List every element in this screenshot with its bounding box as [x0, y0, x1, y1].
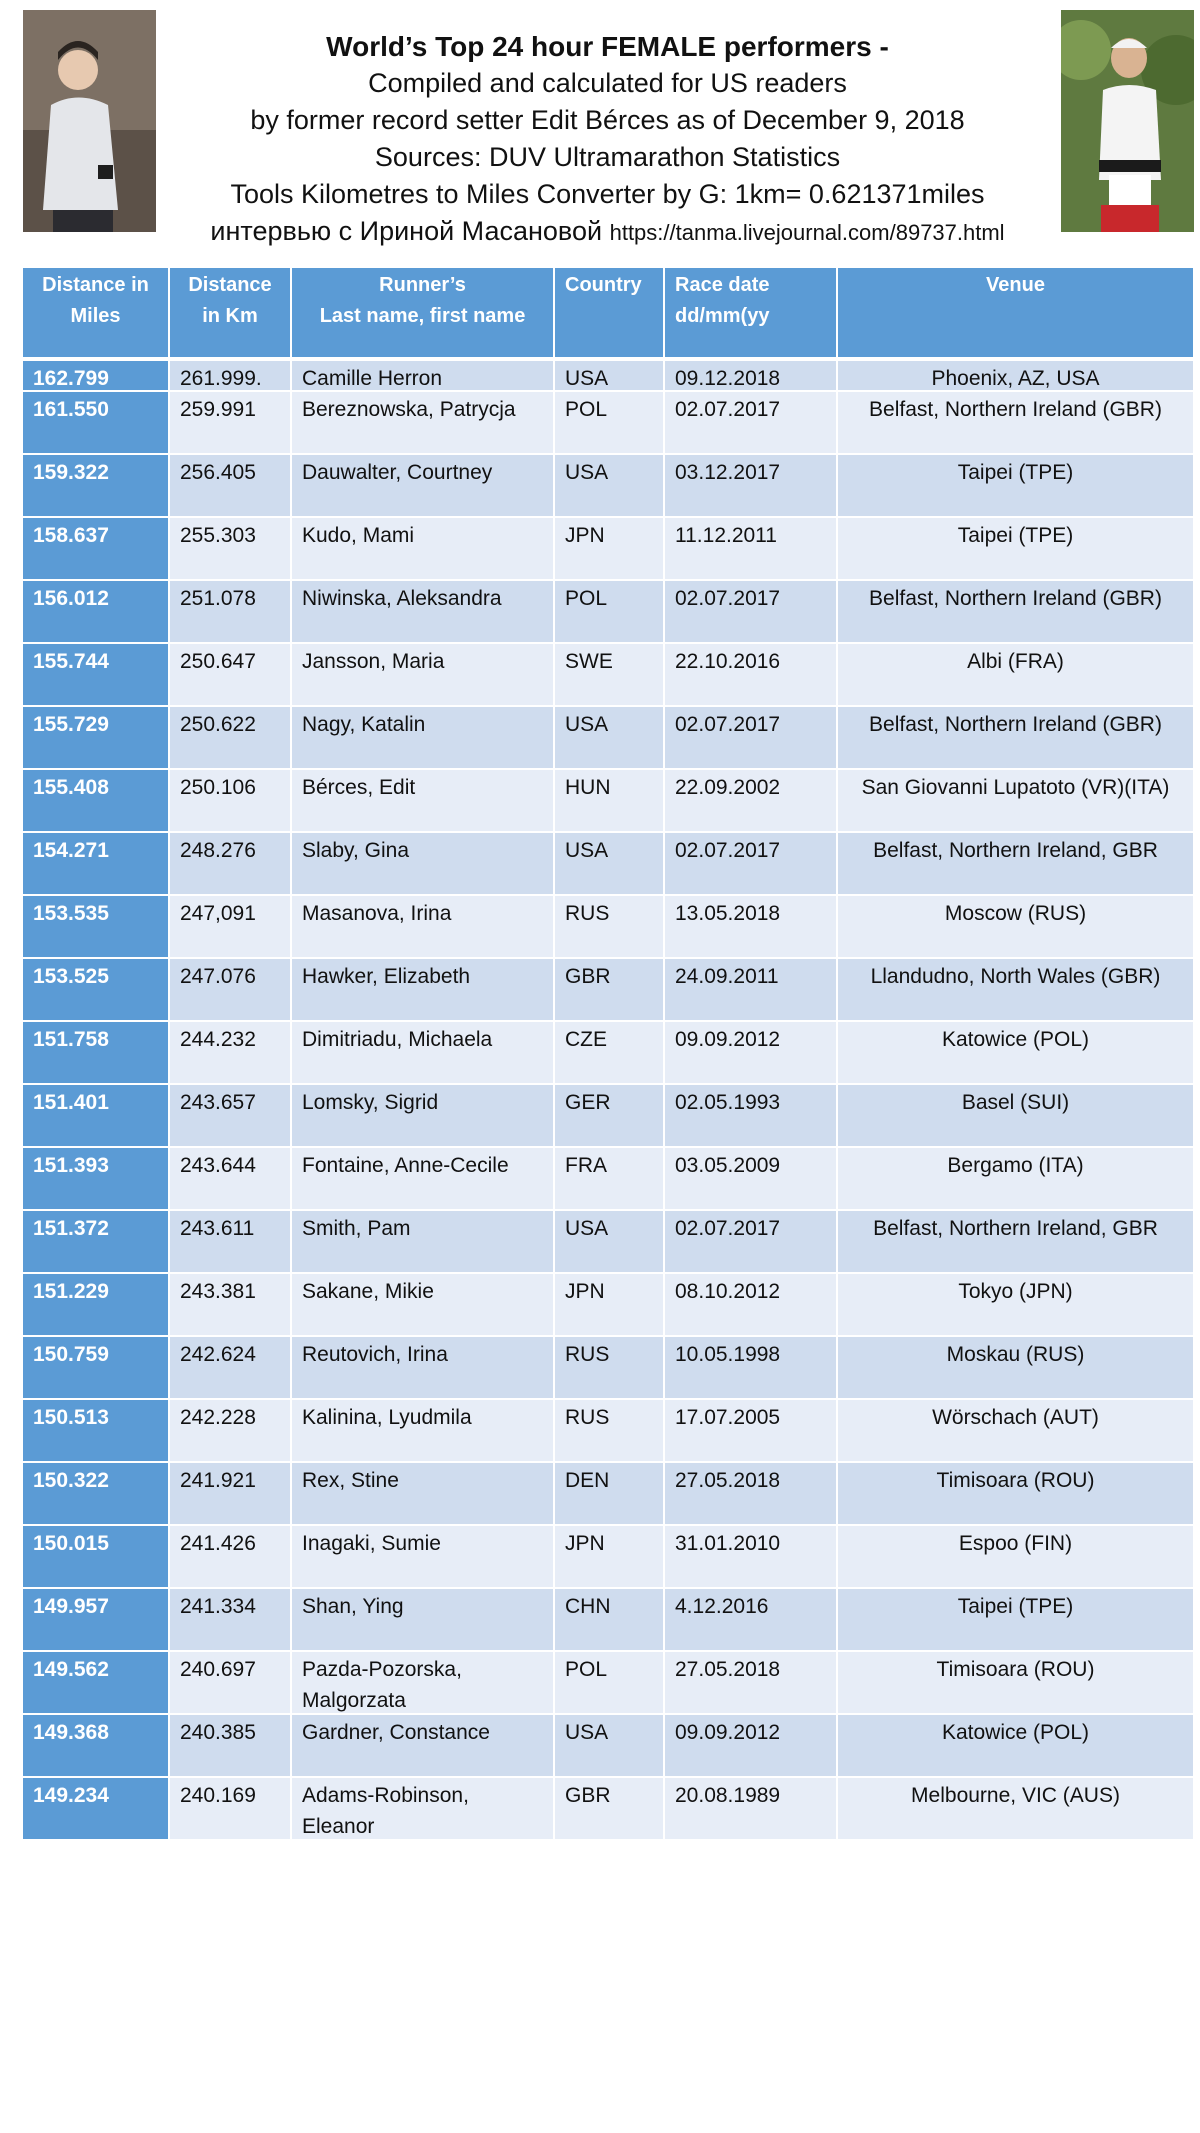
cell-country: JPN: [555, 1274, 665, 1335]
cell-km: 243.657: [170, 1085, 292, 1146]
cell-country: HUN: [555, 770, 665, 831]
cell-country: GBR: [555, 1778, 665, 1839]
cell-country: GBR: [555, 959, 665, 1020]
cell-date: 09.09.2012: [665, 1715, 838, 1776]
table-row: [23, 1400, 1193, 1463]
cell-country: USA: [555, 455, 665, 516]
cell-date: 10.05.1998: [665, 1337, 838, 1398]
header-subtitle: Compiled and calculated for US readers: [368, 68, 847, 98]
cell-country: USA: [555, 707, 665, 768]
cell-date: 22.10.2016: [665, 644, 838, 705]
cell-miles: 150.015: [23, 1526, 170, 1587]
cell-km: 240.385: [170, 1715, 292, 1776]
cell-venue: Albi (FRA): [967, 650, 1064, 673]
cell-miles: 150.513: [23, 1400, 170, 1461]
cell-date: 09.09.2012: [665, 1022, 838, 1083]
cell-miles: 154.271: [23, 833, 170, 894]
cell-date: 13.05.2018: [665, 896, 838, 957]
cell-date: 03.05.2009: [665, 1148, 838, 1209]
table-row: [23, 644, 1193, 707]
cell-km: 247,091: [170, 896, 292, 957]
cell-country: CHN: [555, 1589, 665, 1650]
performers-table: [23, 268, 1193, 1841]
cell-country: POL: [555, 581, 665, 642]
cell-venue: Espoo (FIN): [958, 1532, 1073, 1555]
cell-km: 241.426: [170, 1526, 292, 1587]
cell-name: Nagy, Katalin: [292, 707, 555, 768]
interview-text: интервью с Ириной Масановой: [210, 216, 603, 246]
cell-date: 08.10.2012: [665, 1274, 838, 1335]
cell-name: Sakane, Mikie: [292, 1274, 555, 1335]
cell-name: Bérces, Edit: [292, 770, 555, 831]
cell-name: Kalinina, Lyudmila: [292, 1400, 555, 1461]
cell-name: Pazda-Pozorska, Malgorzata: [292, 1652, 555, 1713]
cell-date: 27.05.2018: [665, 1463, 838, 1524]
column-header-runner: Runner’s Last name, first name: [292, 268, 555, 357]
cell-venue: Belfast, Northern Ireland (GBR): [869, 398, 1162, 421]
cell-country: JPN: [555, 1526, 665, 1587]
cell-name: Gardner, Constance: [292, 1715, 555, 1776]
table-row: [23, 361, 1193, 392]
cell-name: Hawker, Elizabeth: [292, 959, 555, 1020]
cell-km: 240.697: [170, 1652, 292, 1713]
cell-km: 243.611: [170, 1211, 292, 1272]
cell-miles: 155.744: [23, 644, 170, 705]
column-header-miles: Distance in Miles: [23, 268, 170, 357]
table-row: [23, 1148, 1193, 1211]
table-row: [23, 1337, 1193, 1400]
table-row: [23, 1463, 1193, 1526]
cell-miles: 159.322: [23, 455, 170, 516]
header-compiler: by former record setter Edit Bérces as of December 9, 2018: [250, 105, 965, 135]
cell-venue: Belfast, Northern Ireland, GBR: [873, 839, 1158, 862]
cell-name: Slaby, Gina: [292, 833, 555, 894]
cell-country: USA: [555, 1715, 665, 1776]
cell-km: 250.622: [170, 707, 292, 768]
table-row: [23, 518, 1193, 581]
runner-photo-right: [1061, 10, 1194, 232]
cell-miles: 150.322: [23, 1463, 170, 1524]
cell-country: JPN: [555, 518, 665, 579]
cell-km: 259.991: [170, 392, 292, 453]
cell-miles: 151.393: [23, 1148, 170, 1209]
cell-date: 02.07.2017: [665, 392, 838, 453]
cell-miles: 151.758: [23, 1022, 170, 1083]
cell-country: RUS: [555, 1337, 665, 1398]
cell-name: Niwinska, Aleksandra: [292, 581, 555, 642]
cell-name: Reutovich, Irina: [292, 1337, 555, 1398]
cell-miles: 149.957: [23, 1589, 170, 1650]
table-row: [23, 770, 1193, 833]
cell-date: 20.08.1989: [665, 1778, 838, 1839]
cell-venue: Wörschach (AUT): [932, 1406, 1099, 1429]
cell-miles: 155.408: [23, 770, 170, 831]
cell-name: Bereznowska, Patrycja: [292, 392, 555, 453]
cell-miles: 155.729: [23, 707, 170, 768]
table-row: [23, 1652, 1193, 1715]
table-row: [23, 707, 1193, 770]
cell-miles: 149.368: [23, 1715, 170, 1776]
cell-km: 242.624: [170, 1337, 292, 1398]
cell-date: 11.12.2011: [665, 518, 838, 579]
cell-miles: 158.637: [23, 518, 170, 579]
cell-date: 02.07.2017: [665, 707, 838, 768]
cell-date: 24.09.2011: [665, 959, 838, 1020]
cell-km: 251.078: [170, 581, 292, 642]
cell-venue: Phoenix, AZ, USA: [931, 367, 1100, 390]
cell-venue: Bergamo (ITA): [947, 1154, 1084, 1177]
table-row: [23, 1526, 1193, 1589]
column-header-km: Distance in Km: [170, 268, 292, 357]
table-row: [23, 959, 1193, 1022]
cell-name: Jansson, Maria: [292, 644, 555, 705]
cell-date: 22.09.2002: [665, 770, 838, 831]
cell-miles: 149.562: [23, 1652, 170, 1713]
cell-venue: Katowice (POL): [941, 1028, 1090, 1051]
cell-venue: Taipei (TPE): [957, 461, 1074, 484]
table-body: [23, 361, 1193, 1841]
cell-name: Masanova, Irina: [292, 896, 555, 957]
cell-name: Dimitriadu, Michaela: [292, 1022, 555, 1083]
cell-miles: 151.372: [23, 1211, 170, 1272]
cell-venue: Timisoara (ROU): [936, 1658, 1095, 1681]
cell-name: Smith, Pam: [292, 1211, 555, 1272]
cell-country: GER: [555, 1085, 665, 1146]
cell-venue: San Giovanni Lupatoto (VR)(ITA): [861, 776, 1170, 799]
cell-name: Dauwalter, Courtney: [292, 455, 555, 516]
header-converter: Tools Kilometres to Miles Converter by G: 1km= 0.621371miles: [230, 179, 985, 209]
cell-km: 243.381: [170, 1274, 292, 1335]
cell-country: RUS: [555, 1400, 665, 1461]
cell-venue: Timisoara (ROU): [936, 1469, 1095, 1492]
cell-name: Shan, Ying: [292, 1589, 555, 1650]
table-row: [23, 833, 1193, 896]
table-row: [23, 455, 1193, 518]
table-row: [23, 392, 1193, 455]
cell-miles: 161.550: [23, 392, 170, 453]
cell-km: 250.647: [170, 644, 292, 705]
cell-venue: Belfast, Northern Ireland, GBR: [873, 1217, 1158, 1240]
cell-date: 4.12.2016: [665, 1589, 838, 1650]
cell-km: 244.232: [170, 1022, 292, 1083]
cell-venue: Moscow (RUS): [944, 902, 1087, 925]
table-row: [23, 896, 1193, 959]
table-row: [23, 1022, 1193, 1085]
table-row: [23, 1274, 1193, 1337]
cell-miles: 150.759: [23, 1337, 170, 1398]
cell-name: Camille Herron: [292, 361, 555, 390]
cell-name: Adams-Robinson, Eleanor: [292, 1778, 555, 1839]
table-row: [23, 1211, 1193, 1274]
cell-miles: 149.234: [23, 1778, 170, 1839]
table-row: [23, 1778, 1193, 1841]
cell-venue: Basel (SUI): [961, 1091, 1070, 1114]
cell-km: 241.334: [170, 1589, 292, 1650]
cell-country: POL: [555, 392, 665, 453]
cell-venue: Taipei (TPE): [957, 524, 1074, 547]
cell-date: 02.07.2017: [665, 1211, 838, 1272]
cell-venue: Melbourne, VIC (AUS): [911, 1784, 1120, 1807]
cell-km: 255.303: [170, 518, 292, 579]
cell-km: 243.644: [170, 1148, 292, 1209]
cell-name: Kudo, Mami: [292, 518, 555, 579]
table-row: [23, 1715, 1193, 1778]
cell-country: SWE: [555, 644, 665, 705]
cell-miles: 153.525: [23, 959, 170, 1020]
cell-venue: Belfast, Northern Ireland (GBR): [869, 713, 1162, 736]
cell-country: DEN: [555, 1463, 665, 1524]
cell-name: Lomsky, Sigrid: [292, 1085, 555, 1146]
cell-km: 248.276: [170, 833, 292, 894]
cell-km: 250.106: [170, 770, 292, 831]
cell-miles: 156.012: [23, 581, 170, 642]
column-header-venue: Venue: [986, 274, 1045, 296]
cell-country: CZE: [555, 1022, 665, 1083]
cell-name: Fontaine, Anne-Cecile: [292, 1148, 555, 1209]
cell-country: USA: [555, 1211, 665, 1272]
cell-venue: Taipei (TPE): [957, 1595, 1074, 1618]
cell-name: Inagaki, Sumie: [292, 1526, 555, 1587]
cell-km: 247.076: [170, 959, 292, 1020]
header-sources: Sources: DUV Ultramarathon Statistics: [374, 142, 841, 172]
cell-venue: Katowice (POL): [941, 1721, 1090, 1744]
cell-km: 256.405: [170, 455, 292, 516]
cell-country: USA: [555, 361, 665, 390]
column-header-race-date: Race date dd/mm(yy: [665, 268, 838, 357]
table-row: [23, 1589, 1193, 1652]
interview-link[interactable]: https://tanma.livejournal.com/89737.html: [609, 220, 1005, 245]
cell-miles: 153.535: [23, 896, 170, 957]
cell-date: 02.05.1993: [665, 1085, 838, 1146]
cell-venue: Llandudno, North Wales (GBR): [870, 965, 1161, 988]
column-header-country: Country: [555, 268, 665, 357]
cell-date: 03.12.2017: [665, 455, 838, 516]
cell-date: 31.01.2010: [665, 1526, 838, 1587]
runner-photo-left: [23, 10, 156, 232]
cell-date: 27.05.2018: [665, 1652, 838, 1713]
cell-date: 17.07.2005: [665, 1400, 838, 1461]
cell-miles: 151.229: [23, 1274, 170, 1335]
cell-country: USA: [555, 833, 665, 894]
cell-date: 02.07.2017: [665, 833, 838, 894]
table-header: [23, 268, 1193, 361]
cell-country: POL: [555, 1652, 665, 1713]
table-row: [23, 1085, 1193, 1148]
cell-date: 09.12.2018: [665, 361, 838, 390]
cell-country: RUS: [555, 896, 665, 957]
table-row: [23, 581, 1193, 644]
cell-venue: Tokyo (JPN): [958, 1280, 1073, 1303]
cell-km: 241.921: [170, 1463, 292, 1524]
cell-km: 240.169: [170, 1778, 292, 1839]
cell-miles: 151.401: [23, 1085, 170, 1146]
cell-venue: Belfast, Northern Ireland (GBR): [869, 587, 1162, 610]
cell-km: 242.228: [170, 1400, 292, 1461]
cell-km: 261.999.: [170, 361, 292, 390]
page-header: [160, 28, 1055, 251]
header-interview-line: [160, 213, 1055, 251]
cell-name: Rex, Stine: [292, 1463, 555, 1524]
cell-date: 02.07.2017: [665, 581, 838, 642]
cell-country: FRA: [555, 1148, 665, 1209]
page-title: World’s Top 24 hour FEMALE performers -: [326, 31, 889, 62]
cell-miles: 162.799: [23, 361, 170, 390]
cell-venue: Moskau (RUS): [946, 1343, 1085, 1366]
